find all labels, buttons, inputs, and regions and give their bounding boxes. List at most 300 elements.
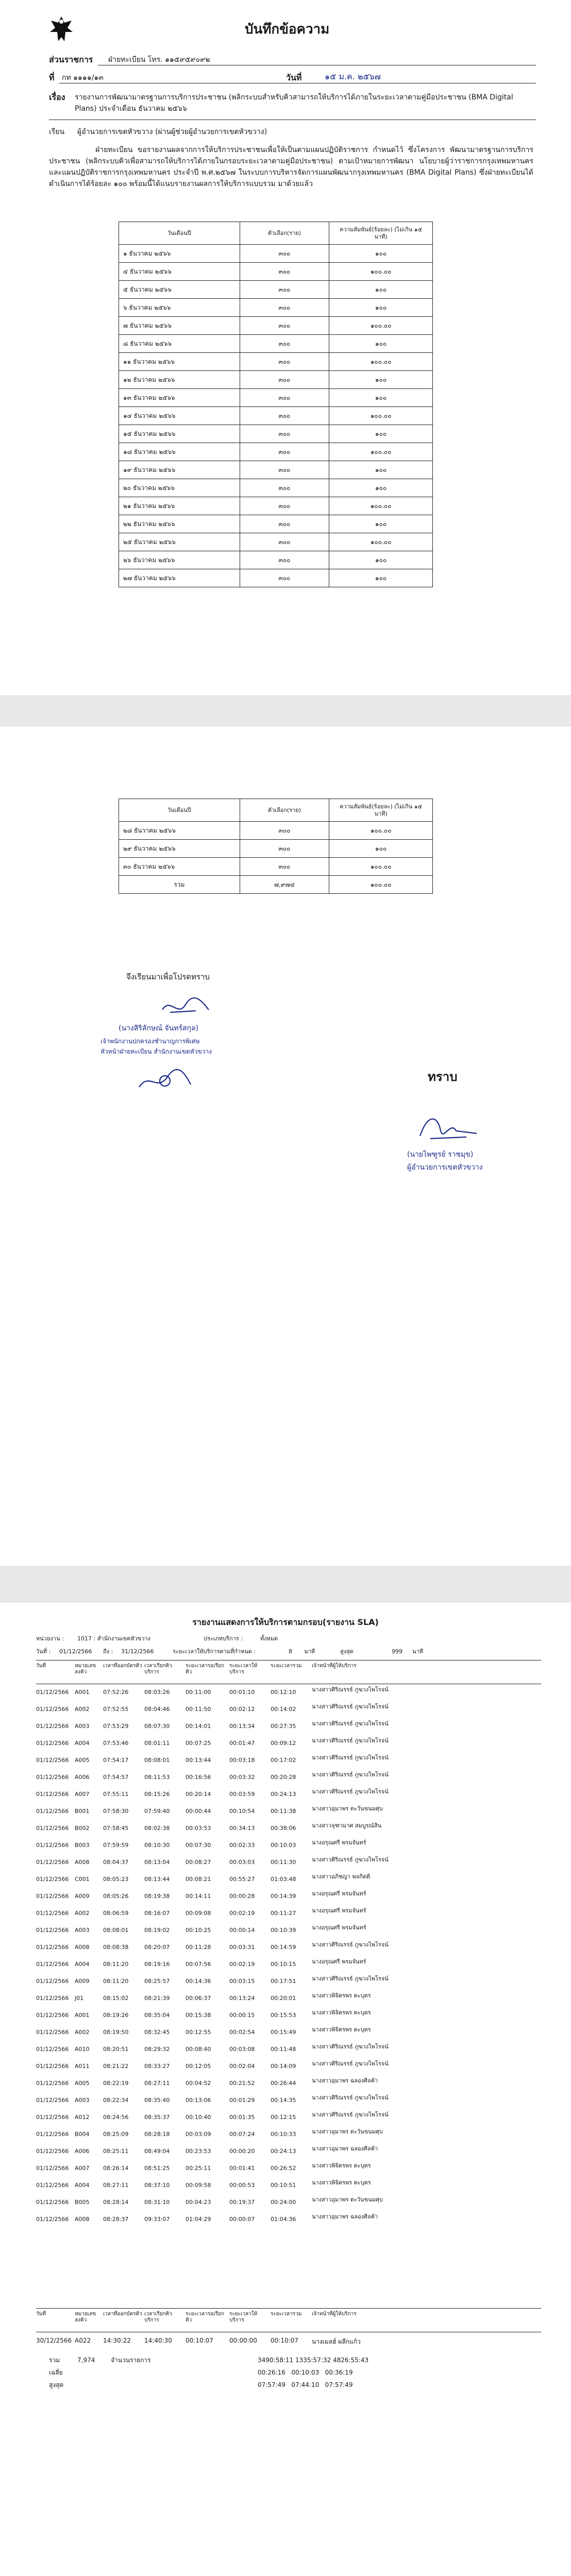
cell-issued: 07:53:46 [103,1740,129,1747]
table-row [36,1805,541,1821]
cell-wait: 00:09:08 [186,1910,211,1917]
sla-header-4: เวลาเรียกคิวบริการ [144,1663,172,1675]
signer1-name: (นางสิริลักษณ์ จันทร์สกุล) [119,1024,199,1032]
cell-officer: นางสาวจุฑามาศ สมบูรณ์สิน [312,1822,382,1829]
row-percent: ๑๐๐.๐๐ [329,353,433,371]
cell-date: 01/12/2566 [36,1910,69,1917]
cell-total: 00:10:15 [271,1961,296,1968]
cell-called: 08:02:38 [144,1825,170,1832]
cell-issued: 08:24:56 [103,2114,129,2121]
cell-officer: นางสาวศิริณรรธ์ ภูฆวงไพโรจน์ [312,2111,389,2118]
cell-date: 01/12/2566 [36,1689,69,1696]
table-row [36,1873,541,1889]
cell-date: 01/12/2566 [36,1808,69,1815]
cell-issued: 08:21:22 [103,2063,129,2070]
total-percent: ๑๐๐.๐๐ [329,876,433,894]
garuda-emblem-icon [49,14,74,44]
cell-officer: นางสาวศิริณรรธ์ ภูฆวงไพโรจน์ [312,1720,389,1727]
cell-queue: C001 [75,1876,90,1883]
sla-header-3: เวลาที่ออกบัตรคิว [103,1663,142,1669]
cell-officer: นางอรุณศรี พรมจันทร์ [312,1924,366,1931]
cell-total: 00:10:33 [271,2131,296,2138]
cell-wait: 00:07:56 [186,1961,211,1968]
table-row [36,1839,541,1855]
cell-called: 08:49:04 [144,2148,170,2155]
sum-total-values: 3490:58:11 1335:57:32 4826:55:43 [258,2357,369,2364]
cell-called: 14:40:30 [144,2337,172,2344]
cell-queue: A006 [75,1774,90,1781]
row-percent: ๑๐๐.๐๐ [329,443,433,461]
cell-total: 00:10:39 [271,1927,296,1934]
row-date: ๑๙ ธันวาคม ๒๕๖๖ [119,461,240,479]
cell-officer: นางสาวศิริณรรธ์ ภูฆวงไพโรจน์ [312,1771,389,1778]
cell-total: 00:26:52 [271,2165,296,2172]
subject-label: เรื่อง [49,92,65,102]
cell-issued: 08:20:51 [103,2046,129,2053]
row-count: ๓๐๐ [240,299,329,317]
cell-queue: B004 [75,2131,90,2138]
cell-service: 00:00:07 [229,2216,255,2223]
cell-queue: A005 [75,1757,90,1764]
signer2-position: ผู้อำนวยการเขตหัวขวาง [407,1163,483,1172]
cell-wait: 00:09:58 [186,2182,211,2189]
cell-issued: 07:52:26 [103,1689,129,1696]
cell-date: 01/12/2566 [36,1961,69,1968]
cell-called: 08:21:39 [144,1995,170,2002]
row-percent: ๑๐๐.๐๐ [329,317,433,335]
cell-service: 00:00:20 [229,2148,255,2155]
cell-called: 08:15:26 [144,1791,170,1798]
row-percent: ๑๐๐ [329,840,433,858]
cell-service: 00:03:59 [229,1791,255,1798]
table-row [36,1941,541,1957]
cell-date: 01/12/2566 [36,2063,69,2070]
row-percent: ๑๐๐ [329,551,433,569]
cell-issued: 08:19:26 [103,2012,129,2019]
cell-service: 00:03:15 [229,1978,255,1985]
cell-issued: 08:27:11 [103,2182,129,2189]
sla-header-1: วันที่ [36,2311,46,2317]
cell-officer: นางสาวอุมาพร ฉลองศิลค้า [312,2077,378,2084]
table-row [36,2213,541,2229]
cell-total: 00:17:02 [271,1757,296,1764]
cell-date: 01/12/2566 [36,1723,69,1730]
table-row [36,2196,541,2212]
cell-queue: A004 [75,1961,90,1968]
sum-total-count: 7,974 [77,2357,95,2364]
sla-header-5: ระยะเวลารอเรียกคิว [186,1663,224,1675]
row-count: ๓๐๐ [240,371,329,389]
row-count: ๓๐๐ [240,497,329,515]
cell-wait: 00:10:40 [186,2114,211,2121]
date-value: ๑๕ ม.ค. ๒๕๖๗ [325,72,381,81]
cell-total: 00:12:15 [271,2114,296,2121]
table-row [36,2179,541,2195]
table-row [119,479,433,497]
cell-wait: 00:04:23 [186,2199,211,2206]
cell-wait: 00:14:36 [186,1978,211,1985]
cell-officer: นางสาวอุมาพร ตะวันขนมศุบ [312,2128,383,2135]
cell-service: 00:02:19 [229,1910,255,1917]
cell-issued: 08:28:14 [103,2199,129,2206]
cell-queue: A009 [75,1978,90,1985]
sum-avg-values: 00:26:16 00:10:03 00:36:19 [258,2369,353,2376]
cell-issued: 08:11:20 [103,1961,129,1968]
row-count: ๓๐๐ [240,263,329,281]
sla-report-page [0,1602,571,2576]
row-count: ๓๐๐ [240,569,329,587]
max-label: สูงสุด [340,1648,354,1655]
cell-officer: นางสาวศิริณรรธ์ ภูฆวงไพโรจน์ [312,2060,389,2067]
cell-queue: A002 [75,1910,90,1917]
col-count-header: ตัวเลือก(ราย) [240,222,329,245]
cell-called: 08:35:37 [144,2114,170,2121]
cell-total: 01:03:48 [271,1876,296,1883]
row-count: ๓๐๐ [240,407,329,425]
row-count: ๓๐๐ [240,281,329,299]
table-row [36,1856,541,1872]
sum-avg-label: เฉลี่ย [49,2369,63,2376]
cell-queue: A001 [75,2012,90,2019]
sla-header-6: ระยะเวลาให้บริการ [229,2311,258,2323]
cell-date: 30/12/2566 [36,2337,72,2344]
cell-total: 00:24:13 [271,1791,296,1798]
signature-2-icon [137,1066,193,1095]
cell-service: 00:01:10 [229,1689,255,1696]
cell-total: 00:11:27 [271,1910,296,1917]
row-count: ๓๐๐ [240,443,329,461]
cell-called: 08:19:02 [144,1927,170,1934]
table-row [36,2094,541,2110]
cell-total: 00:10:03 [271,1842,296,1849]
cell-wait: 00:03:53 [186,1825,211,1832]
cell-officer: นางสาวอภิชญา พลกิตติ [312,1873,371,1880]
cell-issued: 08:19:50 [103,2029,129,2036]
table-row [119,858,433,876]
row-date: ๑๑ ธันวาคม ๒๕๖๖ [119,353,240,371]
table-row [119,353,433,371]
cell-officer: นางสาวพิจิตรพร ตะบุตร [312,1992,371,1999]
office-label: หน่วยงาน : [36,1635,64,1642]
table-row [119,245,433,263]
cell-wait: 00:14:11 [186,1893,211,1900]
cell-called: 08:11:53 [144,1774,170,1781]
table-row [119,551,433,569]
cell-called: 08:31:10 [144,2199,170,2206]
row-percent: ๑๐๐ [329,335,433,353]
table-row [119,281,433,299]
sum-total-label: รวม [49,2357,60,2364]
cell-wait: 00:03:09 [186,2131,211,2138]
cell-date: 01/12/2566 [36,1859,69,1866]
table-row [36,1890,541,1906]
table-row [36,2043,541,2059]
cell-date: 01/12/2566 [36,2131,69,2138]
col-date-header: วันเดือนปี [119,222,240,245]
cell-queue: A022 [75,2337,91,2344]
cell-service: 00:00:14 [229,1927,255,1934]
cell-called: 08:10:30 [144,1842,170,1849]
row-count: ๓๐๐ [240,353,329,371]
cell-officer: นางเมลฮ์ ผลึกแก้ว [312,2338,361,2345]
sla-header-2: หมายเลขลงคิว [75,1663,96,1675]
cell-total: 00:12:10 [271,1689,296,1696]
cell-service: 00:21:52 [229,2080,255,2087]
cell-officer: นางสาวศิริณรรธ์ ภูฆวงไพโรจน์ [312,1856,389,1863]
cell-service: 00:02:04 [229,2063,255,2070]
dept-value: ฝ่ายทะเบียน โทร. ๑๑๕๙๕๙๐๙๒ [108,56,210,64]
cell-service: 00:13:24 [229,1995,255,2002]
cell-queue: A004 [75,1740,90,1747]
cell-wait: 00:07:30 [186,1842,211,1849]
cell-queue: A002 [75,1706,90,1713]
cell-issued: 08:26:14 [103,2165,129,2172]
row-count: ๓๐๐ [240,461,329,479]
cell-called: 08:16:07 [144,1910,170,1917]
cell-wait: 00:10:25 [186,1927,211,1934]
table-row [36,1958,541,1974]
table-row [36,1754,541,1770]
sla-header-7: ระยะเวลารวม [271,2311,302,2317]
cell-date: 01/12/2566 [36,1978,69,1985]
to-value: 31/12/2566 [121,1648,154,1655]
cell-issued: 08:04:37 [103,1859,129,1866]
table-row [119,407,433,425]
sla-header-8: เจ้าหน้าที่ผู้ให้บริการ [312,1663,357,1669]
to-label: ถึง : [103,1648,113,1655]
cell-called: 07:59:40 [144,1808,170,1815]
cell-issued: 07:53:29 [103,1723,129,1730]
row-date: ๒๑ ธันวาคม ๒๕๖๖ [119,497,240,515]
cell-date: 01/12/2566 [36,2080,69,2087]
table-row [36,1992,541,2008]
cell-wait: 00:07:25 [186,1740,211,1747]
cell-issued: 07:54:17 [103,1757,129,1764]
from-label: วันที่ : [36,1648,51,1655]
table-row [119,569,433,587]
cell-date: 01/12/2566 [36,1706,69,1713]
table-row [36,1686,541,1702]
cell-date: 01/12/2566 [36,2182,69,2189]
cell-officer: นางสาวศิริณรรธ์ ภูฆวงไพโรจน์ [312,1686,389,1693]
max-value: 999 [392,1648,402,1655]
cell-issued: 08:25:11 [103,2148,129,2155]
cell-service: 00:34:13 [229,1825,255,1832]
date-label: วันที่ [286,73,302,82]
memo-page-1 [0,0,571,696]
cell-total: 00:17:51 [271,1978,296,1985]
sla-minutes-value: 8 [289,1648,292,1655]
sla-header-3: เวลาที่ออกบัตรคิว [103,2311,142,2317]
signature-3-icon [415,1110,482,1146]
cell-called: 08:04:46 [144,1706,170,1713]
cell-officer: นางสาวศิริณรรธ์ ภูฆวงไพโรจน์ [312,2094,389,2101]
cell-called: 08:20:07 [144,1944,170,1951]
cell-queue: J01 [75,1995,84,2002]
cell-called: 08:29:32 [144,2046,170,2053]
row-percent: ๑๐๐.๐๐ [329,822,433,840]
cell-called: 08:01:11 [144,1740,170,1747]
cell-service: 00:03:03 [229,1859,255,1866]
cell-date: 01/12/2566 [36,1876,69,1883]
sla-header-1: วันที่ [36,1663,46,1669]
row-date: ๒๐ ธันวาคม ๒๕๖๖ [119,479,240,497]
cell-service: 00:19:37 [229,2199,255,2206]
row-date: ๒๖ ธันวาคม ๒๕๖๖ [119,551,240,569]
row-count: ๓๐๐ [240,335,329,353]
cell-date: 01/12/2566 [36,2012,69,2019]
cell-date: 01/12/2566 [36,1774,69,1781]
cell-queue: B002 [75,1825,90,1832]
cell-date: 01/12/2566 [36,2216,69,2223]
cell-date: 01/12/2566 [36,2029,69,2036]
row-count: ๓๐๐ [240,245,329,263]
total-label: รวม [119,876,240,894]
row-date: ๑๒ ธันวาคม ๒๕๖๖ [119,371,240,389]
cell-issued: 07:54:57 [103,1774,129,1781]
row-percent: ๑๐๐.๐๐ [329,407,433,425]
signer2-name: (นายไพฑูรย์ ราชมุข) [407,1150,474,1159]
cell-date: 01/12/2566 [36,1927,69,1934]
row-date: ๘ ธันวาคม ๒๕๖๖ [119,335,240,353]
table-row [36,2111,541,2127]
row-date: ๑๓ ธันวาคม ๒๕๖๖ [119,389,240,407]
row-percent: ๑๐๐ [329,425,433,443]
cell-total: 00:14:39 [271,1893,296,1900]
cell-called: 08:28:18 [144,2131,170,2138]
table-row [119,443,433,461]
row-date: ๓๐ ธันวาคม ๒๕๖๖ [119,858,240,876]
cell-called: 08:32:45 [144,2029,170,2036]
cell-queue: A011 [75,2063,90,2070]
cell-called: 08:19:38 [144,1893,170,1900]
row-date: ๕ ธันวาคม ๒๕๖๖ [119,281,240,299]
cell-date: 01/12/2566 [36,2165,69,2172]
cell-total: 00:14:09 [271,2063,296,2070]
cell-officer: นางสาวพิจิตรพร ตะบุตร [312,2162,371,2169]
cell-total: 00:11:38 [271,1808,296,1815]
table-row [119,461,433,479]
cell-wait: 00:13:06 [186,2097,211,2104]
cell-wait: 00:12:05 [186,2063,211,2070]
row-percent: ๑๐๐ [329,515,433,533]
cell-issued: 07:58:45 [103,1825,129,1832]
cell-officer: นางอรุณศรี พรมจันทร์ [312,1839,366,1846]
daily-summary-table-2 [119,799,433,894]
sum-max-label: สูงสุด [49,2381,64,2388]
cell-officer: นางสาวพิจิตรพร ตะบุตร [312,2179,371,2186]
cell-date: 01/12/2566 [36,2097,69,2104]
cell-date: 01/12/2566 [36,1893,69,1900]
cell-service: 00:03:18 [229,1757,255,1764]
table-row [36,1975,541,1991]
cell-total: 00:10:07 [271,2337,298,2344]
cell-issued: 08:22:19 [103,2080,129,2087]
cell-wait: 00:15:38 [186,2012,211,2019]
table-row [119,335,433,353]
col-percent-header: ความสัมพันธ์(ร้อยละ) (ไม่เกิน ๑๕ นาที) [329,799,433,822]
cell-total: 00:11:48 [271,2046,296,2053]
row-count: ๓๐๐ [240,515,329,533]
row-count: ๓๐๐ [240,389,329,407]
row-percent: ๑๐๐.๐๐ [329,858,433,876]
cell-total: 00:14:02 [271,1706,296,1713]
cell-issued: 08:08:38 [103,1944,129,1951]
row-percent: ๑๐๐ [329,281,433,299]
cell-wait: 00:08:21 [186,1876,211,1883]
cell-service: 00:01:29 [229,2097,255,2104]
table-row [36,2026,541,2042]
cell-officer: นางสาวพิจิตรพร ตะบุตร [312,2026,371,2033]
cell-date: 01/12/2566 [36,1791,69,1798]
cell-total: 00:15:49 [271,2029,296,2036]
cell-service: 00:10:54 [229,1808,255,1815]
cell-total: 00:15:53 [271,2012,296,2019]
row-date: ๑๔ ธันวาคม ๒๕๖๖ [119,407,240,425]
cell-wait: 00:06:37 [186,1995,211,2002]
cell-wait: 00:08:40 [186,2046,211,2053]
cell-issued: 08:05:26 [103,1893,129,1900]
cell-total: 00:11:30 [271,1859,296,1866]
cell-officer: นางอรุณศรี พรมจันทร์ [312,1907,366,1914]
table-row [119,389,433,407]
cell-wait: 00:25:11 [186,2165,211,2172]
cell-wait: 00:13:44 [186,1757,211,1764]
row-count: ๓๐๐ [240,858,329,876]
cell-total: 00:14:35 [271,2097,296,2104]
row-count: ๓๐๐ [240,551,329,569]
cell-issued: 08:22:34 [103,2097,129,2104]
cell-issued: 08:05:23 [103,1876,129,1883]
cell-officer: นางอรุณศรี พรมจันทร์ [312,1890,366,1897]
cell-wait: 00:11:28 [186,1944,211,1951]
cell-officer: นางสาวศิริณรรธ์ ภูฆวงไพโรจน์ [312,1788,389,1795]
table-row [119,371,433,389]
signer1-position-1: เจ้าพนักงานปกครองชำนาญการพิเศษ [100,1038,200,1045]
cell-date: 01/12/2566 [36,2114,69,2121]
cell-date: 01/12/2566 [36,1842,69,1849]
cell-total: 00:09:12 [271,1740,296,1747]
cell-wait: 00:12:55 [186,2029,211,2036]
cell-officer: นางสาวศิริณรรธ์ ภูฆวงไพโรจน์ [312,1703,389,1710]
sla-header-7: ระยะเวลารวม [271,1663,302,1669]
cell-called: 08:33:27 [144,2063,170,2070]
cell-date: 01/12/2566 [36,1995,69,2002]
cell-service: 00:00:28 [229,1893,255,1900]
row-percent: ๑๐๐ [329,299,433,317]
cell-wait: 00:08:27 [186,1859,211,1866]
table-row [36,2060,541,2076]
row-count: ๓๐๐ [240,533,329,551]
table-row [119,822,433,840]
cell-service: 00:00:53 [229,2182,255,2189]
cell-called: 08:35:40 [144,2097,170,2104]
cell-issued: 08:11:20 [103,1978,129,1985]
col-count-header: ตัวเลือก(ราย) [240,799,329,822]
signer1-position-2: หัวหน้าฝ่ายทะเบียน สำนักงานเขตหัวขวาง [100,1048,212,1055]
cell-wait: 01:04:29 [186,2216,211,2223]
cell-queue: A012 [75,2114,90,2121]
table-row [36,1907,541,1923]
table-row [119,497,433,515]
table-row [36,1703,541,1719]
cell-issued: 07:58:30 [103,1808,129,1815]
col-percent-header: ความสัมพันธ์(ร้อยละ) (ไม่เกิน ๑๕ นาที) [329,222,433,245]
table-row [36,2077,541,2093]
ack-text: ทราบ [428,1070,458,1084]
cell-issued: 07:55:11 [103,1791,129,1798]
cell-wait: 00:16:56 [186,1774,211,1781]
